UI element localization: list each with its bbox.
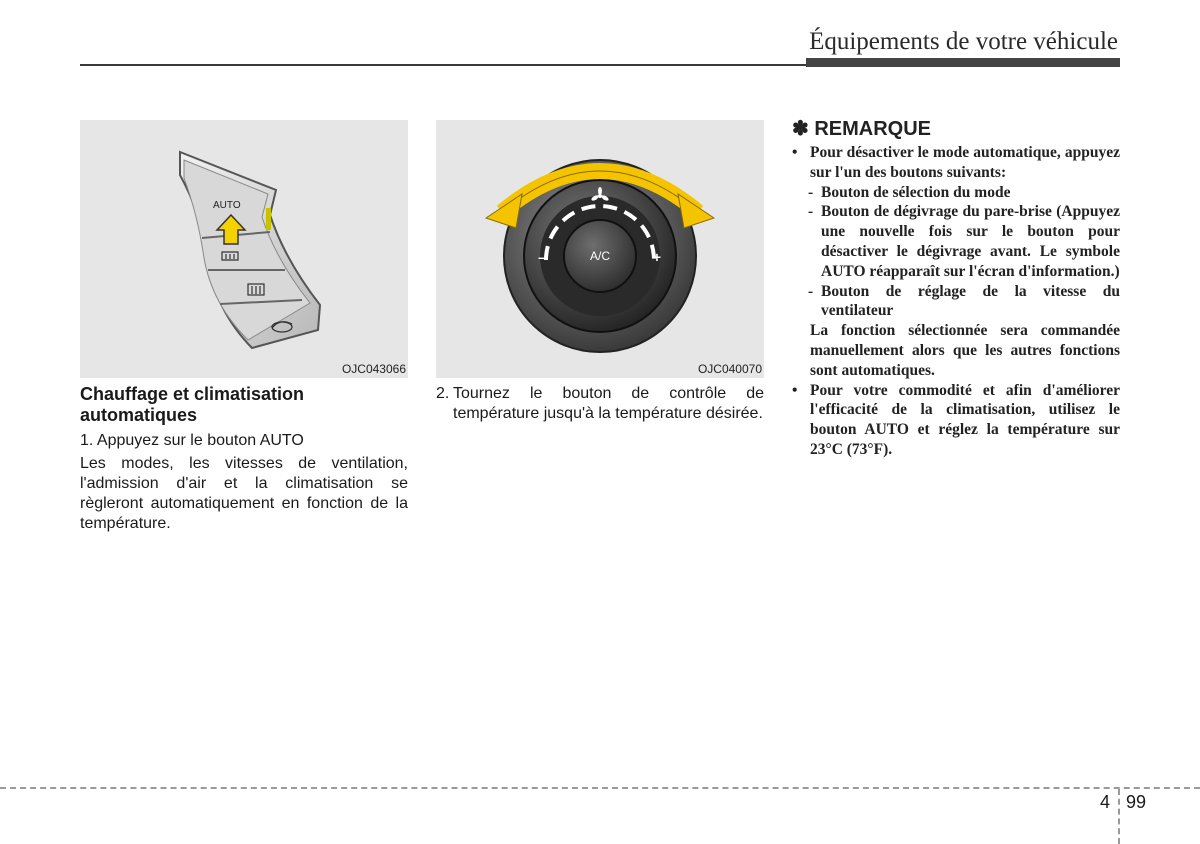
figure-temperature-knob	[436, 120, 764, 378]
step-number: 2.	[436, 385, 450, 402]
remark-title: ✽ REMARQUE	[792, 118, 931, 140]
plus-label: +	[652, 249, 662, 265]
remark-dash-item	[792, 202, 1120, 281]
dash-mark: -	[808, 282, 814, 300]
page-number: 99	[1126, 792, 1147, 812]
auto-button-label: AUTO	[213, 200, 241, 211]
remark-body	[792, 143, 1120, 460]
footer-page-divider	[1118, 789, 1120, 844]
page-header-title: Équipements de votre véhicule	[809, 28, 1118, 55]
step-text: Tournez le bouton de contrôle de température jusqu'à la température désirée.	[453, 385, 764, 422]
bullet-mark: •	[792, 144, 798, 161]
figure-code: OJC040070	[697, 362, 762, 376]
remark-subparagraph: La fonction sélectionnée sera commandée manuellement alors que les autres fonctions sont automatiques.	[810, 322, 1120, 379]
header-rule-accent	[806, 58, 1120, 67]
remark-dash-item	[792, 282, 1120, 322]
remark-bullet	[792, 143, 1120, 183]
dash-text: Bouton de sélection du mode	[821, 183, 1011, 201]
dash-text: Bouton de réglage de la vitesse du ventilateur	[821, 282, 1120, 320]
temperature-knob-illustration	[436, 120, 764, 378]
chapter-number: 4	[1100, 792, 1111, 812]
auto-button-panel-illustration	[80, 120, 408, 378]
figure-code: OJC043066	[341, 362, 406, 376]
remark-bullet	[792, 381, 1120, 460]
figure-auto-button	[80, 120, 408, 378]
dash-text: Bouton de dégivrage du pare-brise (Appuyez une nouvelle fois sur le bouton pour désactiver le dégivrage avant. Le symbole AUTO réapparaît sur l'écran d'information.)	[821, 203, 1120, 280]
body-paragraph: Les modes, les vitesses de ventilation, l'admission d'air et la climatisation se règleront automatiquement en fonction de la température.	[80, 455, 408, 532]
remark-dash-item	[792, 183, 1120, 203]
bullet-mark: •	[792, 381, 798, 399]
section-title: Chauffage et climatisation automatiques	[80, 384, 305, 425]
step-1: 1. Appuyez sur le bouton AUTO	[80, 432, 304, 449]
step-2	[436, 384, 764, 424]
bullet-text: Pour votre commodité et afin d'améliorer l'efficacité de la climatisation, utilisez le bouton AUTO et réglez la température sur 23°C (73°F).	[810, 381, 1120, 458]
ac-button-label: A/C	[589, 249, 611, 263]
bullet-text: Pour désactiver le mode automatique, appuyez sur l'un des boutons suivants:	[810, 144, 1120, 181]
minus-label: –	[538, 249, 546, 265]
dash-mark: -	[808, 203, 814, 221]
dash-mark: -	[808, 183, 814, 201]
footer-divider	[0, 787, 1200, 789]
